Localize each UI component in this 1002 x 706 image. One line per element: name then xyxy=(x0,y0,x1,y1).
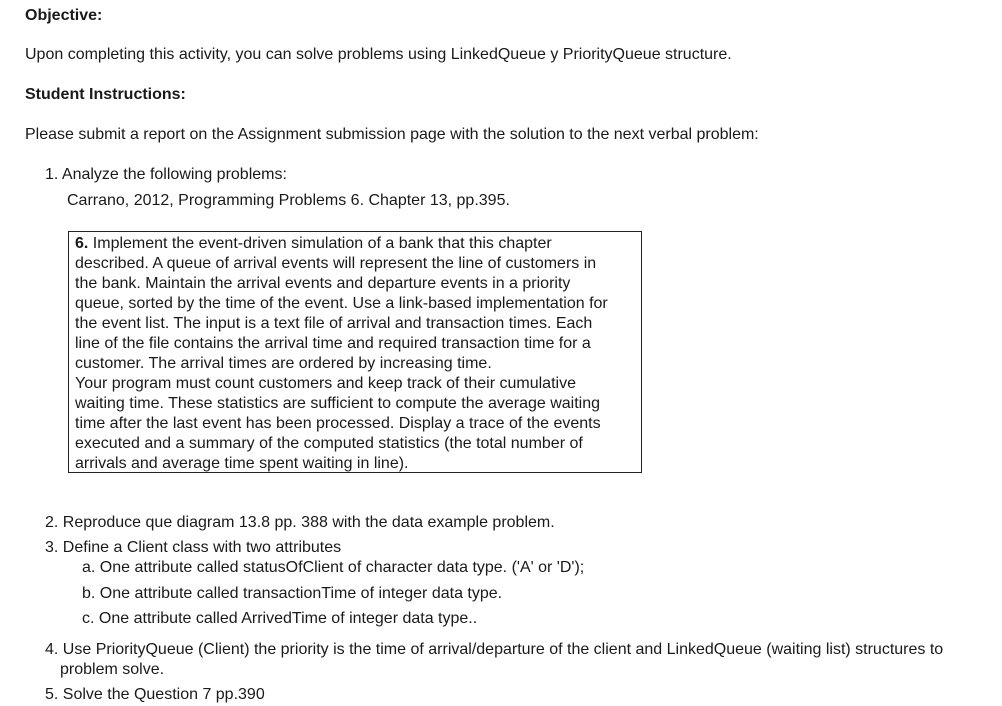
instructions-heading: Student Instructions: xyxy=(25,86,186,103)
problem-line: the bank. Maintain the arrival events and departure events in a priority xyxy=(75,275,571,292)
problem-box xyxy=(68,231,642,473)
problem-line: executed and a summary of the computed statistics (the total number of xyxy=(75,435,583,452)
problem-number: 6. xyxy=(75,235,89,252)
list-item-5 xyxy=(45,686,265,704)
list-item-number: 1. xyxy=(45,166,59,183)
problem-line: the event list. The input is a text file of arrival and transaction times. Each xyxy=(75,315,593,332)
sub-item-b xyxy=(82,585,502,603)
problem-line: waiting time. These statistics are sufficient to compute the average waiting xyxy=(75,395,601,412)
objective-heading: Objective: xyxy=(25,7,103,24)
problem-line: Your program must count customers and keep track of their cumulative xyxy=(75,375,576,392)
list-item-number: 2. xyxy=(45,514,59,531)
list-item-4 xyxy=(45,641,943,659)
list-item-3 xyxy=(45,539,341,557)
list-item-2 xyxy=(45,514,555,532)
sub-item-letter: a. xyxy=(82,559,96,576)
sub-item-text: One attribute called statusOfClient of character data type. ('A' or 'D'); xyxy=(99,559,585,576)
problem-line-1 xyxy=(75,234,635,254)
instructions-intro: Please submit a report on the Assignment submission page with the solution to the next verbal problem: xyxy=(25,126,759,143)
list-item-text: Analyze the following problems: xyxy=(61,166,287,183)
problem-line: line of the file contains the arrival time and required transaction time for a xyxy=(75,335,591,352)
reference-text: Carrano, 2012, Programming Problems 6. Chapter 13, pp.395. xyxy=(67,192,510,209)
list-item-1 xyxy=(45,166,287,184)
list-item-text: Define a Client class with two attributes xyxy=(62,539,342,556)
list-item-number: 3. xyxy=(45,539,59,556)
problem-line: time after the last event has been processed. Display a trace of the events xyxy=(75,415,601,432)
list-item-4-continuation: problem solve. xyxy=(60,661,165,678)
list-item-text: Solve the Question 7 pp.390 xyxy=(62,686,265,703)
list-item-number: 4. xyxy=(45,641,59,658)
sub-item-text: One attribute called transactionTime of integer data type. xyxy=(99,585,503,602)
list-item-text: Use PriorityQueue (Client) the priority is the time of arrival/departure of the client and LinkedQueue (waiting list) structures to xyxy=(62,641,944,658)
list-item-text: Reproduce que diagram 13.8 pp. 388 with the data example problem. xyxy=(62,514,555,531)
problem-line: described. A queue of arrival events will represent the line of customers in xyxy=(75,255,597,272)
objective-text: Upon completing this activity, you can solve problems using LinkedQueue y PriorityQueue structure. xyxy=(25,46,732,63)
sub-item-a xyxy=(82,559,584,577)
sub-item-letter: b. xyxy=(82,585,96,602)
sub-item-letter: c. xyxy=(82,610,95,627)
problem-line: arrivals and average time spent waiting in line). xyxy=(75,455,409,472)
problem-text: Implement the event-driven simulation of a bank that this chapter xyxy=(88,235,552,252)
sub-item-c xyxy=(82,610,477,628)
sub-item-text: One attribute called ArrivedTime of integer data type.. xyxy=(98,610,478,627)
problem-line: customer. The arrival times are ordered by increasing time. xyxy=(75,355,492,372)
list-item-number: 5. xyxy=(45,686,59,703)
problem-line: queue, sorted by the time of the event. Use a link-based implementation for xyxy=(75,295,608,312)
